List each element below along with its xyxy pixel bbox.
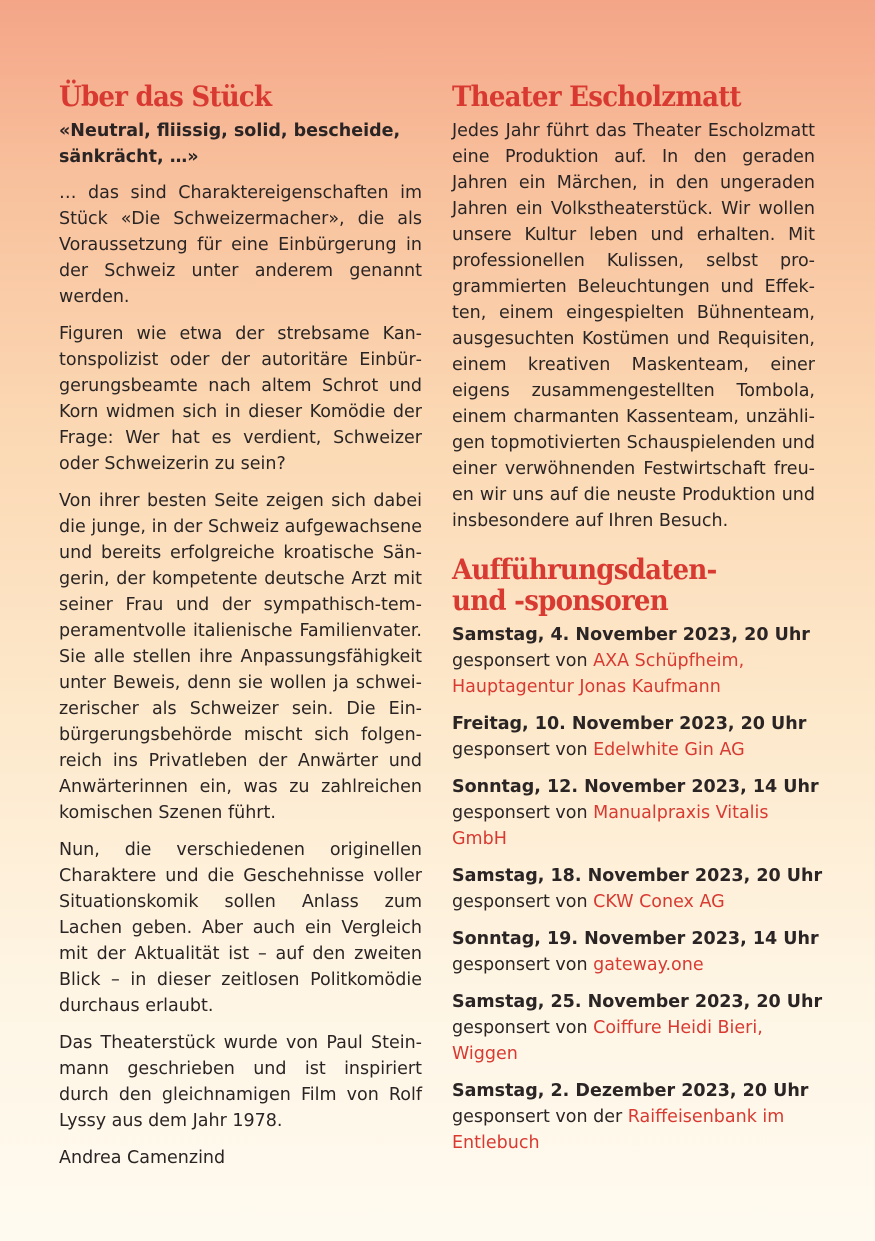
about-play-column — [59, 82, 422, 1182]
paragraph-3: Von ihrer besten Seite zeigen sich dabei die junge, in der Schweiz aufgewachsene und bereits erfolgreiche kroatische Sängerin, der kompetente deutsche Arzt mit seiner Frau und der sympathisch-temperamentvolle italienische Familienvater. Sie alle stellen ihre Anpassungsfähigkeit unter Beweis, denn sie wollen ja schweizerischer als Schweizer sein. Die Einbürgerungsbehörde mischt sich folgenreich ins Privatleben der Anwärter und Anwärterinnen ein, was zu zahlreichen komischen Szenen führt. — [59, 491, 422, 823]
performance-sponsor-line — [452, 1104, 815, 1156]
sponsor-name: gateway.one — [593, 955, 704, 975]
sponsor-name: Manualpraxis Vitalis GmbH — [452, 803, 769, 849]
performance-date: Samstag, 4. November 2023, 20 Uhr — [452, 625, 810, 645]
performance-sponsor-line — [452, 889, 815, 915]
performance-item — [452, 989, 823, 1067]
theater-title: Theater Escholzmatt — [452, 80, 741, 113]
sponsor-name: AXA Schüpfheim, Hauptagentur Jonas Kaufmann — [452, 651, 745, 697]
sponsor-prefix: gesponsert von — [452, 1018, 594, 1038]
performance-dates-section — [452, 553, 823, 1156]
paragraph-4: Nun, die verschiedenen originellen Charaktere und die Geschehnisse voller Situationskomik sollen Anlass zum Lachen geben. Aber auch ein Vergleich mit der Aktualität ist – auf den zweiten Blick – in dieser zeitlosen Politkomödie durchaus erlaubt. — [59, 840, 422, 1016]
sponsor-name: Coiffure Heidi Bieri, Wiggen — [452, 1018, 763, 1064]
performance-date: Freitag, 10. November 2023, 20 Uhr — [452, 714, 807, 734]
paragraph-5: Das Theaterstück wurde von Paul Steinmann geschrieben und ist inspiriert durch den gleichnamigen Film von Rolf Lyssy aus dem Jahr 1978. — [59, 1033, 422, 1131]
paragraph-2: Figuren wie etwa der strebsame Kantonspolizist oder der autoritäre Einbürgerungsbeamte nach altem Schrot und Korn widmen sich in dieser Komödie der Frage: Wer hat es verdient, Schweizer oder Schweizerin zu sein? — [59, 324, 422, 474]
paragraph-1: … das sind Charaktereigenschaften im Stück «Die Schweizermacher», die als Voraussetzung für eine Einbürgerung in der Schweiz unter anderem genannt werden. — [59, 183, 422, 307]
performance-sponsor-line — [452, 737, 815, 763]
lead-quote: «Neutral, fliissig, solid, bescheide, sänkrächt, …» — [59, 121, 401, 167]
performance-date: Sonntag, 12. November 2023, 14 Uhr — [452, 777, 819, 797]
performance-item — [452, 774, 819, 852]
author-signature: Andrea Camenzind — [59, 1148, 226, 1168]
performance-item — [452, 711, 815, 763]
performance-sponsor-line — [452, 1015, 815, 1067]
sponsor-prefix: gesponsert von der — [452, 1107, 628, 1127]
sponsor-name: CKW Conex AG — [593, 892, 725, 912]
sponsor-name: Raiffeisenbank im Entlebuch — [452, 1107, 785, 1153]
sponsor-prefix: gesponsert von — [452, 740, 594, 760]
performance-item — [452, 926, 819, 978]
performance-date: Samstag, 2. Dezember 2023, 20 Uhr — [452, 1081, 809, 1101]
performance-date: Samstag, 18. November 2023, 20 Uhr — [452, 866, 823, 886]
performance-item — [452, 622, 815, 700]
about-play-title: Über das Stück — [59, 80, 272, 113]
performance-dates-title-line-1: Aufführungsdaten- — [452, 553, 717, 586]
sponsor-prefix: gesponsert von — [452, 651, 594, 671]
performance-sponsor-line — [452, 648, 815, 700]
performance-item — [452, 863, 823, 915]
performance-dates-title-line-2: und -sponsoren — [452, 584, 668, 617]
sponsor-prefix: gesponsert von — [452, 892, 594, 912]
performance-date: Samstag, 25. November 2023, 20 Uhr — [452, 992, 823, 1012]
theater-description: Jedes Jahr führt das Theater Escholzmatt eine Produktion auf. In den geraden Jahren ein Märchen, in den ungeraden Jahren ein Volkstheaterstück. Wir wollen unsere Kultur leben und erhalten. Mit professionellen Kulissen, selbst programmierten Beleuchtungen und Effekten, einem eingespielten Bühnenteam, ausgesuchten Kostümen und Requisiten, einem kreativen Maskenteam, einer eigens zusammengestellten Tombola, einem charmanten Kassenteam, unzähligen topmotivierten Schauspielenden und einer verwöhnenden Festwirtschaft freuen wir uns auf die neuste Produktion und insbesondere auf Ihren Besuch. — [452, 121, 815, 531]
performance-date: Sonntag, 19. November 2023, 14 Uhr — [452, 929, 819, 949]
sponsor-prefix: gesponsert von — [452, 955, 594, 975]
performance-dates-title — [452, 554, 790, 616]
performance-sponsor-line — [452, 800, 815, 852]
theater-column — [452, 80, 823, 1167]
performance-item — [452, 1078, 815, 1156]
performance-sponsor-line — [452, 952, 815, 978]
sponsor-name: Edelwhite Gin AG — [593, 740, 745, 760]
sponsor-prefix: gesponsert von — [452, 803, 594, 823]
